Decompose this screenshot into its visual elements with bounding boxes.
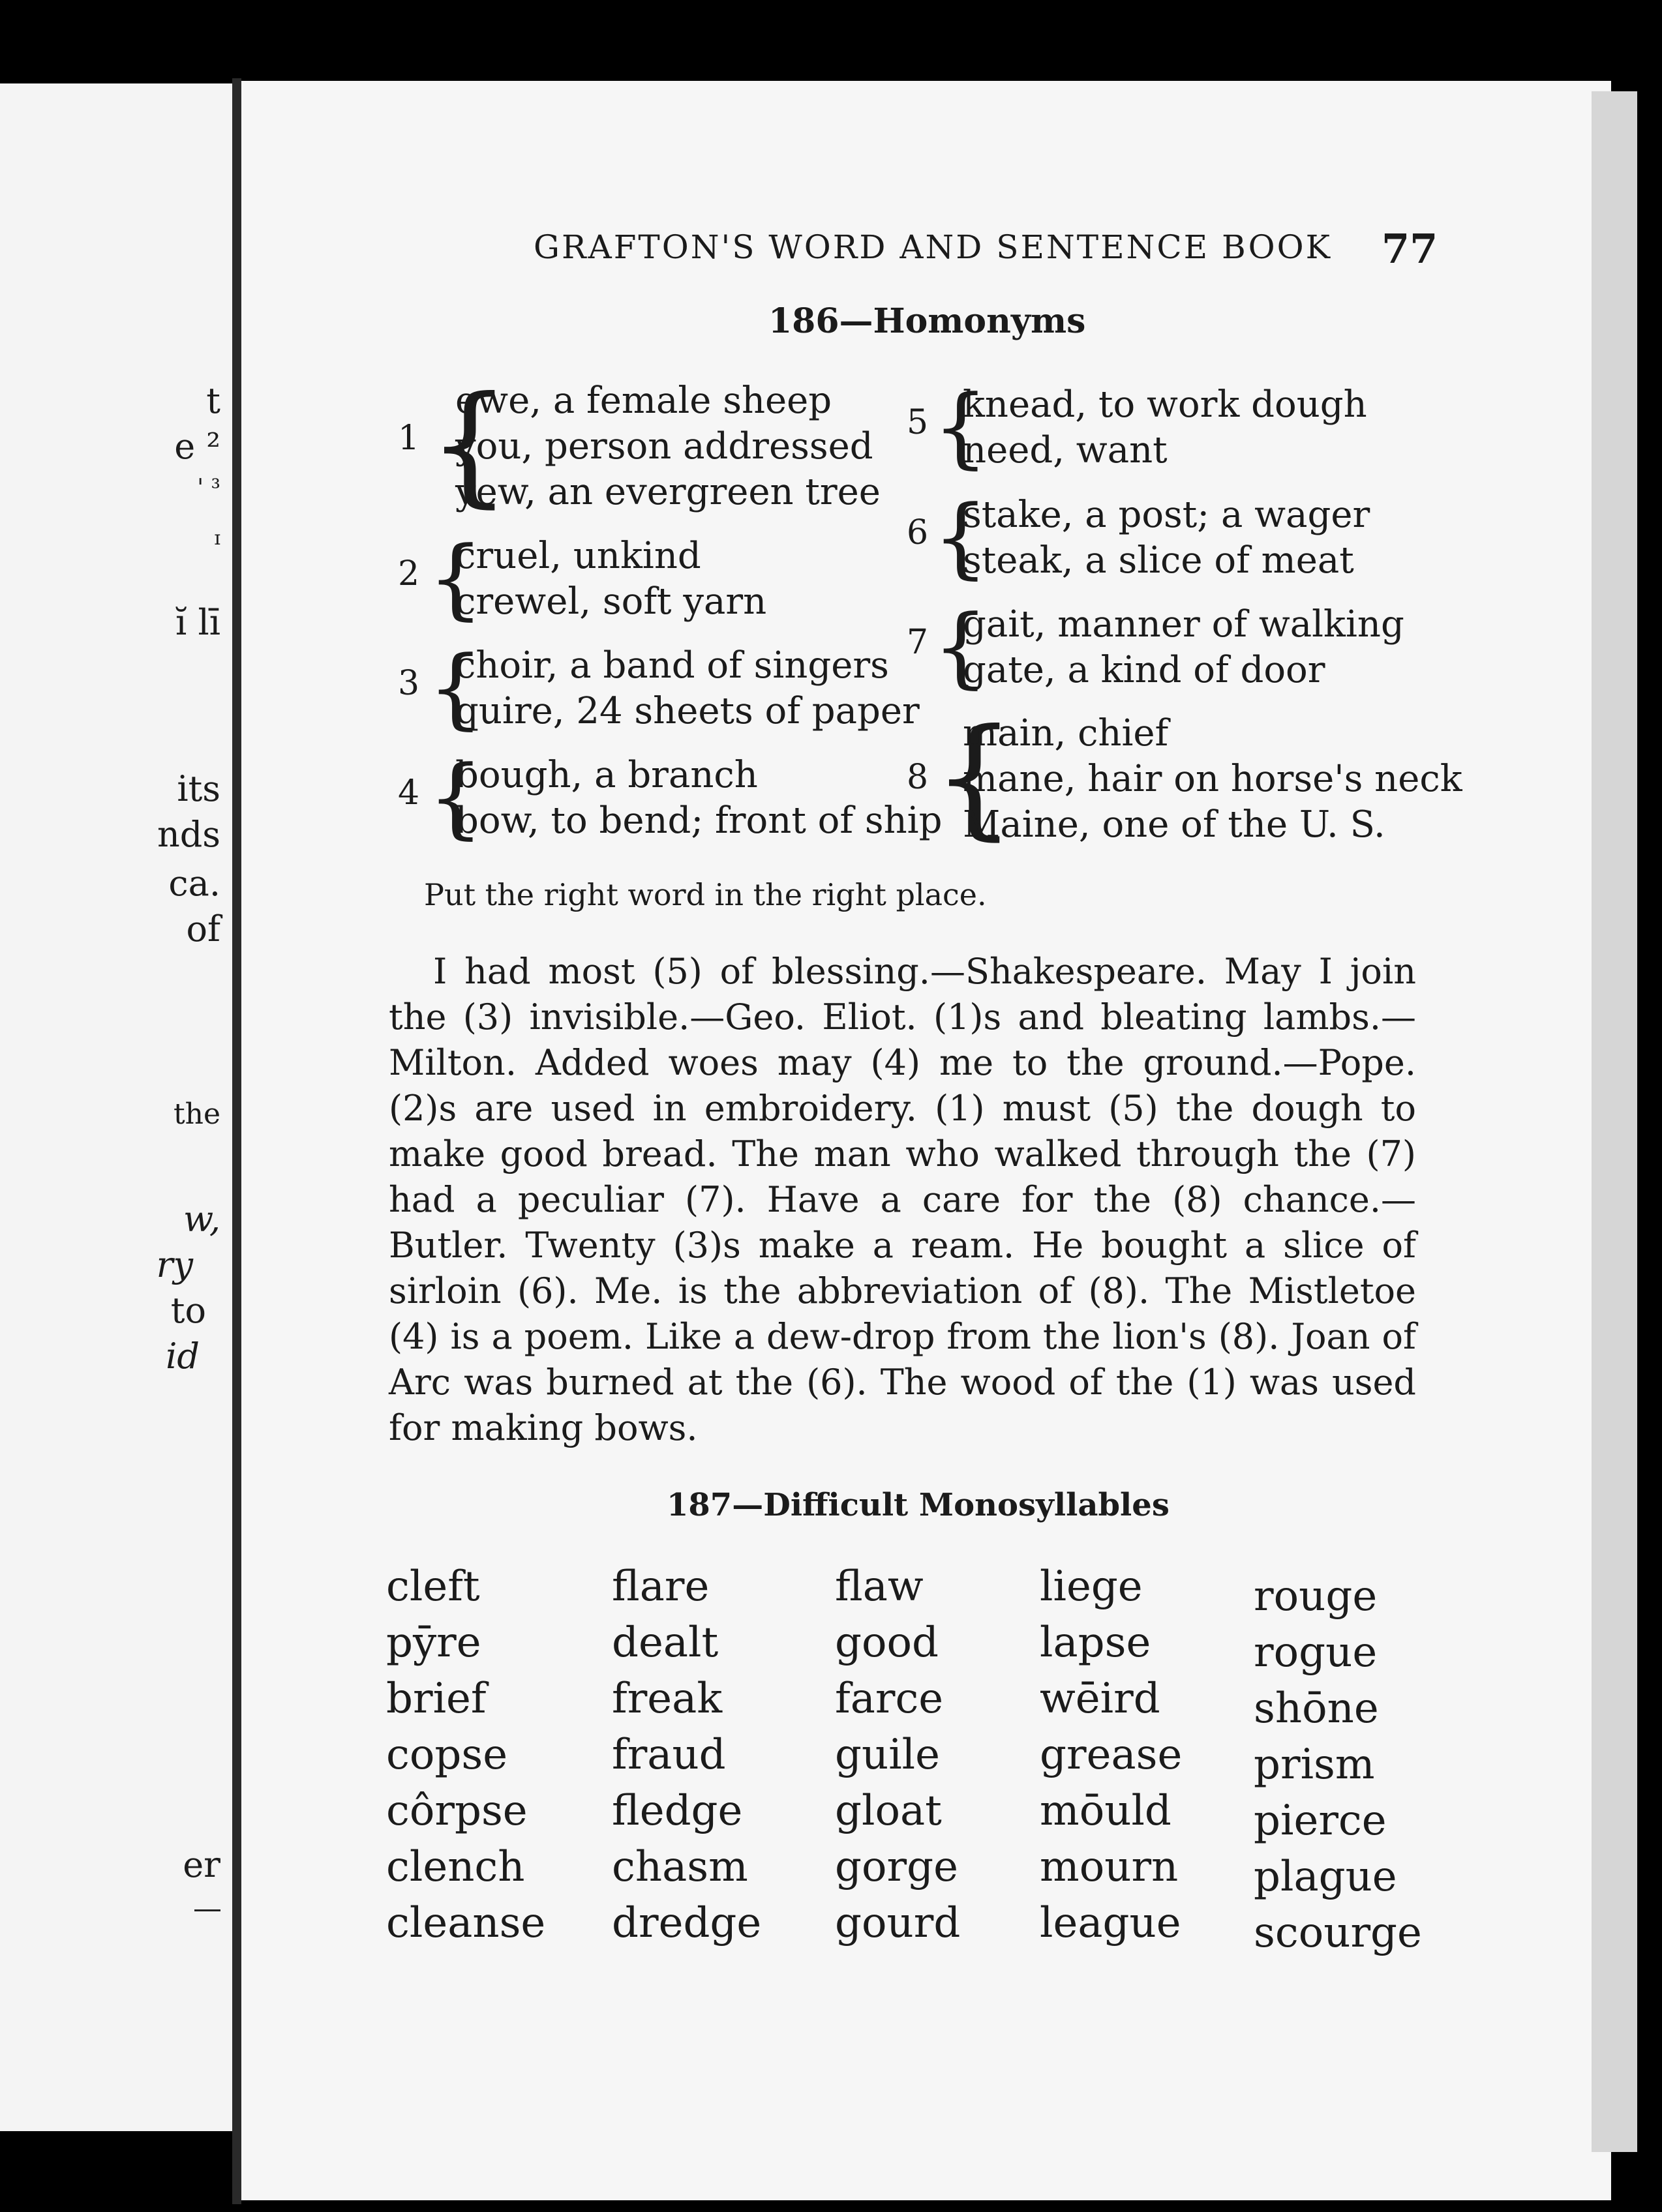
brace-icon: {: [933, 596, 989, 698]
word: brief: [386, 1675, 487, 1723]
word: liege: [1040, 1562, 1143, 1611]
word: plague: [1254, 1853, 1397, 1901]
word: fledge: [612, 1787, 743, 1835]
left-page-margin: [0, 83, 232, 2131]
brace-icon: {: [428, 368, 511, 520]
word: rouge: [1254, 1572, 1378, 1621]
word: gourd: [835, 1899, 961, 1947]
left-fragment: nds: [157, 814, 220, 855]
homonym-entry: crewel, soft yarn: [455, 580, 767, 623]
word: scourge: [1254, 1909, 1422, 1957]
exercise-passage: [389, 949, 1416, 1451]
homonym-entry: quire, 24 sheets of paper: [455, 690, 920, 732]
brace-icon: {: [933, 486, 989, 588]
word: cleanse: [386, 1899, 546, 1947]
word: lapse: [1040, 1619, 1151, 1667]
homonym-entry: knead, to work dough: [963, 383, 1367, 426]
word: good: [835, 1619, 939, 1667]
group-number: 1: [398, 419, 420, 458]
left-fragment: er: [183, 1844, 220, 1885]
running-title: GRAFTON'S WORD AND SENTENCE BOOK: [534, 228, 1332, 266]
homonym-entry: stake, a post; a wager: [963, 494, 1370, 536]
left-fragment: of: [186, 908, 220, 949]
brace-icon: {: [933, 376, 989, 478]
group-number: 5: [907, 403, 929, 442]
word-column-5: [1254, 1568, 1462, 1961]
group-number: 2: [398, 554, 420, 593]
word: dredge: [612, 1899, 762, 1947]
word: freak: [612, 1675, 723, 1723]
word: pierce: [1254, 1797, 1387, 1845]
word: chasm: [612, 1843, 748, 1891]
homonym-entry: you, person addressed: [455, 425, 873, 468]
homonym-entry: bough, a branch: [455, 754, 758, 796]
word-column-4: [1040, 1559, 1248, 1951]
left-rule: [194, 1909, 220, 1911]
word: flare: [612, 1562, 710, 1611]
page-edge: [1592, 91, 1637, 2152]
left-fragment: w,: [183, 1199, 220, 1240]
word: gorge: [835, 1843, 958, 1891]
group-number: 4: [398, 773, 420, 813]
left-fragment: to: [170, 1290, 206, 1331]
homonym-entry: main, chief: [963, 712, 1169, 755]
section-186-title: 186—Homonyms: [768, 301, 1086, 341]
left-fragment: ɪ: [214, 527, 220, 550]
word-column-1: [386, 1559, 595, 1951]
book-spine: [232, 78, 241, 2204]
word: clench: [386, 1843, 525, 1891]
left-fragment: e ²: [174, 426, 220, 467]
word: pȳre: [386, 1619, 481, 1667]
word: mōuld: [1040, 1787, 1171, 1835]
homonym-entry: gate, a kind of door: [963, 649, 1325, 691]
word: gloat: [835, 1787, 942, 1835]
group-number: 8: [907, 758, 929, 797]
instruction-text: Put the right word in the right place.: [424, 877, 987, 912]
brace-icon: {: [428, 637, 484, 739]
word: guile: [835, 1731, 940, 1779]
homonym-entry: mane, hair on horse's neck: [963, 758, 1462, 800]
homonym-entry: bow, to bend; front of ship: [455, 800, 943, 842]
brace-icon: {: [428, 747, 484, 848]
homonym-entry: yew, an evergreen tree: [455, 471, 881, 513]
left-fragment: ĭ lī: [175, 602, 220, 643]
brace-icon: {: [428, 528, 484, 629]
word: dealt: [612, 1619, 719, 1667]
group-number: 6: [907, 513, 929, 552]
left-fragment: id: [166, 1336, 200, 1377]
word: fraud: [612, 1731, 726, 1779]
left-fragment: ry: [156, 1244, 193, 1285]
homonym-entry: choir, a band of singers: [455, 644, 889, 687]
word: côrpse: [386, 1787, 528, 1835]
homonym-entry: ewe, a female sheep: [455, 380, 832, 422]
word: copse: [386, 1731, 508, 1779]
word: farce: [835, 1675, 944, 1723]
group-number: 7: [907, 623, 929, 662]
left-fragment: t: [206, 380, 220, 421]
word: flaw: [835, 1562, 924, 1611]
word-column-2: [612, 1559, 821, 1951]
word: grease: [1040, 1731, 1183, 1779]
word: rogue: [1254, 1628, 1378, 1677]
word: league: [1040, 1899, 1181, 1947]
passage-paragraph: I had most (5) of blessing.—Shakespeare. May I join the (3) invisible.—Geo. Eliot. (1)s and bleating lambs.—Milton. Added woes may (4) me to the ground.—Pope. (2)s are used in embroidery. (1) must (5) the dough to make good bread. The man who walked through the (7) had a peculiar (7). Have a care for the (8) chance.—Butler. Twenty (3)s make a ream. He bought a slice of sirloin (6). Me. is the abbreviation of (8). The Mistletoe (4) is a poem. Like a dew-drop from the lion's (8). Joan of Arc was burned at the (6). The wood of the (1) was used for making bows.: [389, 951, 1416, 1448]
word: shōne: [1254, 1684, 1379, 1733]
left-fragment: its: [177, 768, 220, 809]
homonym-entry: Maine, one of the U. S.: [963, 803, 1385, 846]
brace-icon: {: [933, 701, 1016, 853]
section-187-title: 187—Difficult Monosyllables: [667, 1487, 1170, 1523]
group-number: 3: [398, 664, 420, 703]
word-column-3: [835, 1559, 1044, 1951]
homonym-entry: need, want: [963, 429, 1168, 471]
word: mourn: [1040, 1843, 1179, 1891]
word: wēird: [1040, 1675, 1160, 1723]
left-fragment: ca.: [168, 863, 220, 904]
page-number: 77: [1382, 225, 1438, 273]
word: cleft: [386, 1562, 480, 1611]
homonym-entry: gait, manner of walking: [963, 603, 1404, 646]
homonym-entry: steak, a slice of meat: [963, 539, 1354, 582]
left-fragment: ' ³: [197, 475, 220, 501]
homonym-entry: cruel, unkind: [455, 535, 701, 577]
left-fragment: the: [173, 1098, 220, 1131]
word: prism: [1254, 1741, 1375, 1789]
